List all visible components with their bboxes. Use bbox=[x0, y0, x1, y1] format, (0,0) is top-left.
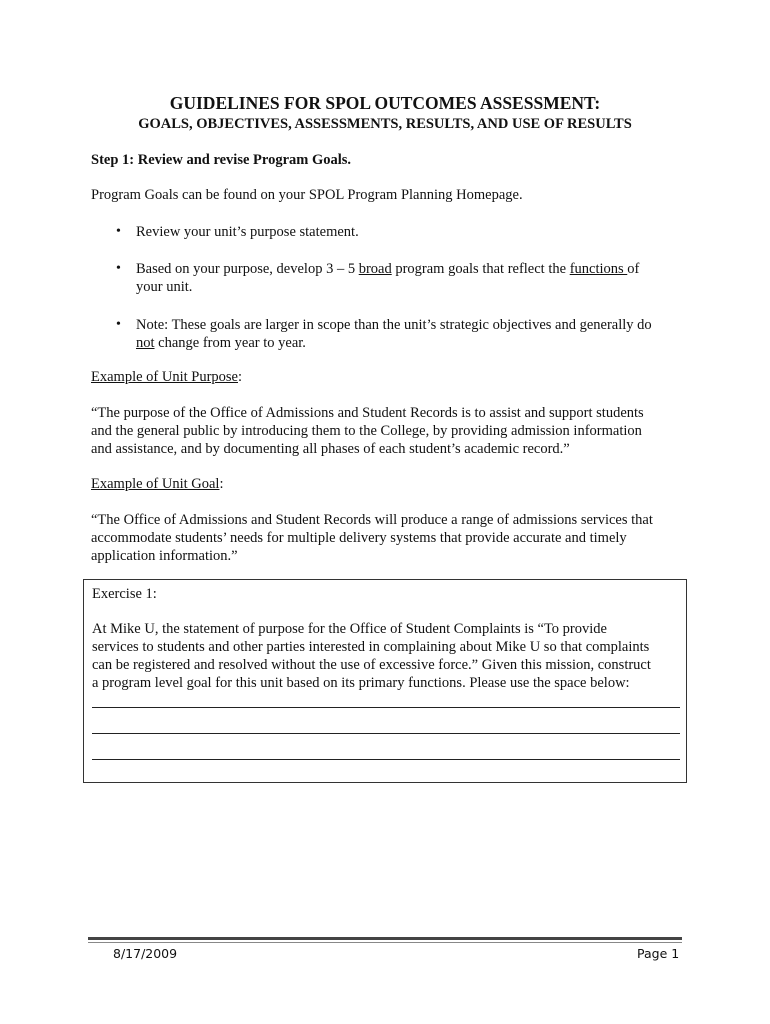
bullet-develop-goals-cont: your unit. bbox=[136, 279, 193, 295]
purpose-example-line: “The purpose of the Office of Admissions and Student Records is to assist and support students bbox=[91, 405, 644, 421]
exercise-text-line: At Mike U, the statement of purpose for the Office of Student Complaints is “To provide bbox=[92, 621, 607, 637]
exercise-label: Exercise 1: bbox=[92, 586, 157, 602]
answer-line[interactable] bbox=[92, 759, 680, 760]
purpose-example-heading: Example of Unit Purpose: bbox=[91, 369, 243, 385]
bullet-note-cont: not change from year to year. bbox=[136, 335, 306, 351]
goal-example-line: application information.” bbox=[91, 548, 238, 564]
answer-line[interactable] bbox=[92, 733, 680, 734]
exercise-text-line: can be registered and resolved without the use of excessive force.” Given this mission, construct bbox=[92, 657, 651, 673]
step-heading: Step 1: Review and revise Program Goals. bbox=[91, 152, 352, 168]
footer-date: 8/17/2009 bbox=[113, 946, 178, 961]
footer-rule bbox=[88, 937, 682, 940]
exercise-text-line: services to students and other parties interested in complaining about Mike U so that complaints bbox=[92, 639, 650, 655]
document-title: GUIDELINES FOR SPOL OUTCOMES ASSESSMENT: bbox=[169, 93, 601, 113]
bullet-marker: • bbox=[116, 317, 121, 332]
bullet-note: Note: These goals are larger in scope than the unit’s strategic objectives and generally do bbox=[136, 317, 652, 333]
bullet-develop-goals: Based on your purpose, develop 3 – 5 broad program goals that reflect the functions of bbox=[136, 261, 640, 277]
underlined-functions: functions bbox=[569, 261, 628, 277]
exercise-text-line: a program level goal for this unit based on its primary functions. Please use the space below: bbox=[92, 675, 630, 691]
bullet-review-purpose: Review your unit’s purpose statement. bbox=[136, 224, 359, 240]
goal-example-line: “The Office of Admissions and Student Records will produce a range of admissions services that bbox=[91, 512, 653, 528]
goal-example-line: accommodate students’ needs for multiple delivery systems that provide accurate and timely bbox=[91, 530, 627, 546]
purpose-example-line: and assistance, and by documenting all phases of each student’s academic record.” bbox=[91, 441, 570, 457]
answer-line[interactable] bbox=[92, 707, 680, 708]
underlined-not: not bbox=[136, 335, 155, 351]
intro-text: Program Goals can be found on your SPOL Program Planning Homepage. bbox=[91, 187, 523, 203]
goal-example-heading: Example of Unit Goal: bbox=[91, 476, 224, 492]
bullet-marker: • bbox=[116, 261, 121, 276]
footer-rule-thin bbox=[88, 942, 682, 943]
document-subtitle: GOALS, OBJECTIVES, ASSESSMENTS, RESULTS, AND USE OF RESULTS bbox=[138, 116, 632, 132]
footer-page-number: Page 1 bbox=[637, 946, 680, 961]
bullet-marker: • bbox=[116, 224, 121, 239]
purpose-example-line: and the general public by introducing them to the College, by providing admission information bbox=[91, 423, 642, 439]
underlined-broad: broad bbox=[358, 261, 392, 277]
